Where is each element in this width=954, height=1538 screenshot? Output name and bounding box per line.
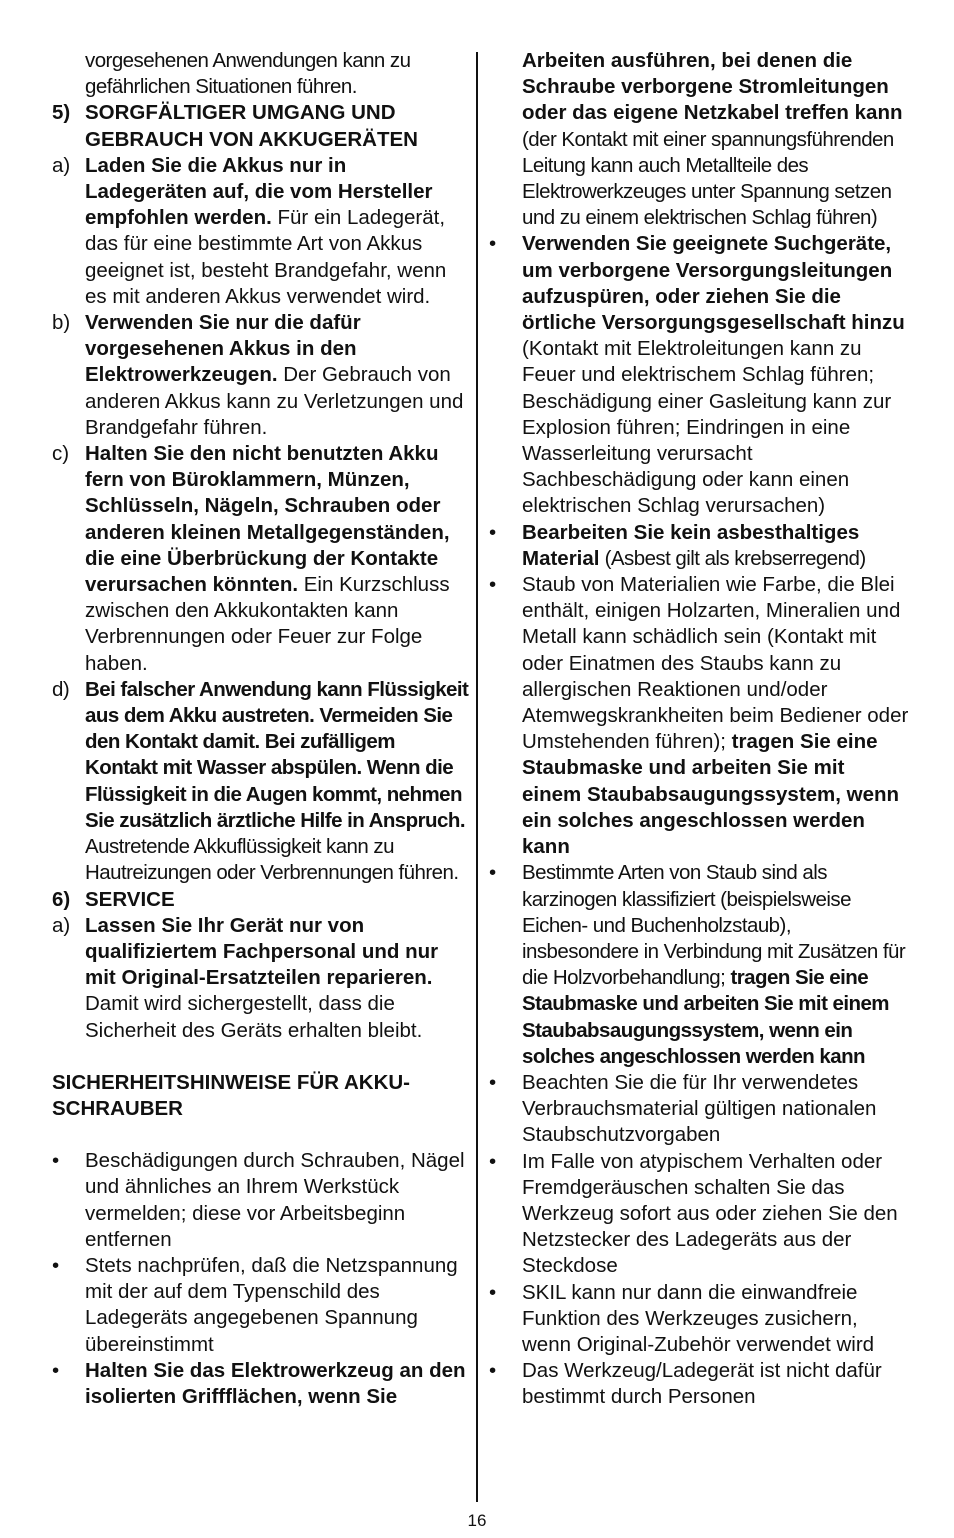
item-marker: a) xyxy=(52,913,71,937)
continuation-bold-text: Arbeiten ausführen, bei denen die Schraube verborgene Stromleitungen oder das eigene Netzkabel treffen kann xyxy=(522,49,903,125)
bullet-marker: • xyxy=(489,1359,497,1383)
section-5-heading xyxy=(52,100,470,152)
bullet-item xyxy=(52,1358,470,1410)
bullet-marker: • xyxy=(489,520,497,544)
continuation-text: (der Kontakt mit einer spannungsführenden Leitung kann auch Metallteile des Elektrowerkzeuges unter Spannung setzen und zu einem elektrischen Schlag führen) xyxy=(522,127,894,230)
spacer xyxy=(52,1122,470,1148)
bullet-text: Im Falle von atypischem Verhalten oder Fremdgeräuschen schalten Sie das Werkzeug sofort aus oder ziehen Sie den Netzstecker des Ladegeräts aus der Steckdose xyxy=(522,1149,898,1278)
bullet-bold-text: Bearbeiten Sie kein asbesthaltiges Material xyxy=(522,520,860,570)
bullet-bold-text: tragen Sie eine Staubmaske und arbeiten Sie mit einem Staubabsaugungssystem, wenn ein solches angeschlossen werden kann xyxy=(522,966,889,1068)
bullet-marker: • xyxy=(489,861,496,885)
bullet-marker: • xyxy=(52,1149,60,1173)
bullet-text: (Asbest gilt als krebserregend) xyxy=(599,546,866,570)
item-marker: a) xyxy=(52,153,71,177)
item-bold-text: Halten Sie den nicht benutzten Akku fern von Büroklammern, Münzen, Schlüsseln, Nägeln, Schrauben oder anderen kleinen Metallgegenständen, die eine Überbrückung der Kontakte verursachen könnten. xyxy=(85,442,450,597)
bullet-text: Beschädigungen durch Schrauben, Nägel und ähnliches an Ihrem Werkstück vermelden; diese vor Arbeitsbeginn entfernen xyxy=(85,1149,465,1251)
item-marker: b) xyxy=(52,311,71,335)
bullet-bold-text: tragen Sie eine Staubmaske und arbeiten Sie mit einem Staubabsaugungssystem, wenn ein solches angeschlossen werden kann xyxy=(522,730,900,859)
right-column xyxy=(489,48,909,1411)
bullet-item xyxy=(489,1070,909,1149)
bullet-item xyxy=(489,1149,909,1280)
item-bold-text: Laden Sie die Akkus nur in Ladegeräten auf, die vom Hersteller empfohlen werden. xyxy=(85,153,433,230)
bullet-text: Das Werkzeug/Ladegerät ist nicht dafür bestimmt durch Personen xyxy=(522,1359,882,1409)
intro-continuation: vorgesehenen Anwendungen kann zu gefährlichen Situationen führen. xyxy=(85,49,411,99)
item-bold-text: Verwenden Sie nur die dafür vorgesehenen Akkus in den Elektrowerkzeugen. xyxy=(85,311,361,387)
section-number: 5) xyxy=(52,101,71,125)
bullet-marker: • xyxy=(489,232,497,256)
item-bold-text: Bei falscher Anwendung kann Flüssigkeit aus dem Akku austreten. Vermeiden Sie den Kontakt damit. Bei zufälligem Kontakt mit Wasser abspülen. Wenn die Flüssigkeit in die Augen kommt, nehmen Sie zusätzlich ärztliche Hilfe in Anspruch. xyxy=(85,677,469,832)
section-6-heading xyxy=(52,887,470,913)
item-bold-text: Lassen Sie Ihr Gerät nur von qualifiziertem Fachpersonal und nur mit Original-Ersatzteilen reparieren. xyxy=(85,913,439,990)
list-item-5d xyxy=(52,677,470,887)
bullet-text: Stets nachprüfen, daß die Netzspannung mit der auf dem Typenschild des Ladegeräts angegebenen Spannung übereinstimmt xyxy=(85,1253,458,1356)
bullet-item xyxy=(489,231,909,519)
list-item-6a xyxy=(52,913,470,1044)
section-number: 6) xyxy=(52,887,71,911)
bullet-item xyxy=(52,1148,470,1253)
item-marker: d) xyxy=(52,677,70,701)
continuation-paragraph xyxy=(489,48,909,231)
item-text: Für ein Ladegerät, das für eine bestimmte Art von Akkus geeignet ist, besteht Brandgefahr, wenn es mit anderen Akkus verwendet wird. xyxy=(85,206,447,308)
bullet-marker: • xyxy=(489,1149,497,1173)
bullet-marker: • xyxy=(489,1280,497,1304)
bullet-bold-text: Halten Sie das Elektrowerkzeug an den isolierten Griffflächen, wenn Sie xyxy=(85,1358,466,1408)
bullet-item xyxy=(489,860,909,1070)
list-item-5c xyxy=(52,441,470,677)
bullet-marker: • xyxy=(52,1358,60,1382)
list-item-5b xyxy=(52,310,470,441)
item-text: Der Gebrauch von anderen Akkus kann zu Verletzungen und Brandgefahr führen. xyxy=(85,363,464,439)
item-text: Damit wird sichergestellt, dass die Sicherheit des Geräts erhalten bleibt. xyxy=(85,992,423,1042)
bullet-item xyxy=(52,1253,470,1358)
bullet-text: Bestimmte Arten von Staub sind als karzinogen klassifiziert (beispielsweise Eichen- und Buchenholzstaub), insbesondere in Verbindung mit Zusätzen für die Holzvorbehandlung; xyxy=(522,861,906,990)
bullet-item xyxy=(489,1358,909,1410)
bullet-bold-text: Verwenden Sie geeignete Suchgeräte, um verborgene Versorgungsleitungen aufzuspüren, oder ziehen Sie die örtliche Versorgungsgesellschaft hinzu xyxy=(522,232,905,335)
item-text: Ein Kurzschluss zwischen den Akkukontakten kann Verbrennungen oder Feuer zur Folge haben. xyxy=(85,573,450,675)
list-item-5a xyxy=(52,153,470,310)
bullet-item xyxy=(489,572,909,860)
bullet-marker: • xyxy=(52,1253,60,1277)
bullet-text: Beachten Sie die für Ihr verwendetes Verbrauchsmaterial gültigen nationalen Staubschutzvorgaben xyxy=(522,1070,877,1147)
page-number: 16 xyxy=(467,1511,487,1530)
bullet-text: SKIL kann nur dann die einwandfreie Funktion des Werkzeuges zusichern, wenn Original-Zubehör verwendet wird xyxy=(522,1280,875,1356)
safety-heading: SICHERHEITSHINWEISE FÜR AKKU-SCHRAUBER xyxy=(52,1070,410,1120)
column-divider xyxy=(476,52,478,1502)
left-column xyxy=(52,48,470,1410)
item-text: Austretende Akkuflüssigkeit kann zu Hautreizungen oder Verbrennungen führen. xyxy=(85,835,459,885)
section-title: SERVICE xyxy=(85,887,175,911)
bullet-item xyxy=(489,1280,909,1359)
item-marker: c) xyxy=(52,442,70,466)
bullet-text: Staub von Materialien wie Farbe, die Blei enthält, einigen Holzarten, Mineralien und Metall kann schädlich sein (Kontakt mit oder Einatmen des Staubs kann zu allergischen Reaktionen und/oder Atemwegskrankheiten beim Bediener oder Umstehenden führen); xyxy=(522,573,909,754)
bullet-text: (Kontakt mit Elektroleitungen kann zu Feuer und elektrischem Schlag führen; Beschädigung einer Gasleitung kann zur Explosion führen; Eindringen in eine Wasserleitung verursacht Sachbeschädigung oder kann einen elektrischen Schlag verursachen) xyxy=(522,337,892,518)
bullet-item xyxy=(489,520,909,572)
bullet-marker: • xyxy=(489,573,497,597)
section-title: SORGFÄLTIGER UMGANG UND GEBRAUCH VON AKKUGERÄTEN xyxy=(85,101,418,151)
bullet-marker: • xyxy=(489,1070,497,1094)
